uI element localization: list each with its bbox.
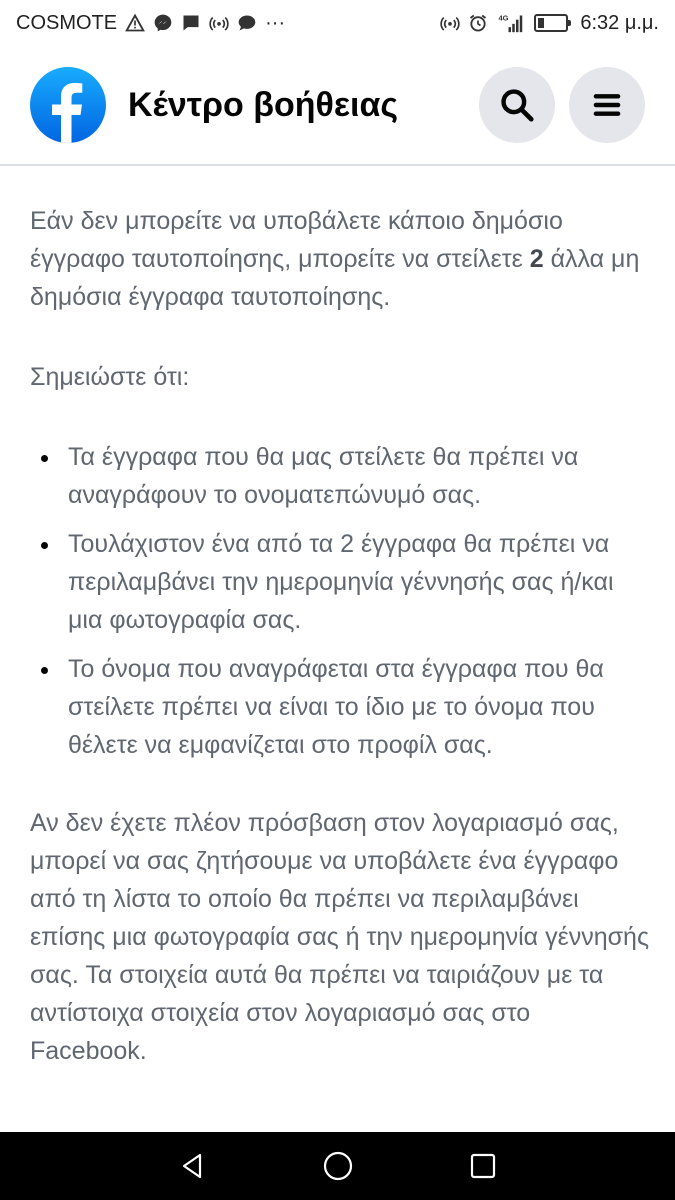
recents-square-icon	[468, 1151, 498, 1181]
menu-button[interactable]	[569, 67, 645, 143]
help-center-header	[0, 46, 675, 166]
clock: 6:32 μ.μ.	[580, 11, 659, 34]
network-type: 4G	[498, 13, 509, 23]
list-item: Το όνομα που αναγράφεται στα έγγραφα που θα στείλετε πρέπει να είναι το ίδιο με το όνομα που θέλετε να εμφανίζεται στο προφίλ σας.	[68, 650, 650, 764]
list-item: Τουλάχιστον ένα από τα 2 έγγραφα θα πρέπει να περιλαμβάνει την ημερομηνία γέννησής σας ή/και μια φωτογραφία σας.	[68, 525, 650, 639]
notes-list	[30, 438, 650, 764]
back-triangle-icon	[178, 1151, 208, 1181]
status-left	[16, 12, 285, 35]
battery-level	[538, 18, 543, 28]
page-title: Κέντρο βοήθειας	[128, 85, 399, 124]
messenger-icon	[153, 13, 173, 33]
home-circle-icon	[322, 1150, 354, 1182]
facebook-logo[interactable]	[30, 67, 106, 143]
battery-icon	[534, 14, 568, 32]
navigation-bar	[0, 1132, 675, 1200]
hotspot-icon	[440, 13, 460, 33]
chat-icon	[181, 13, 201, 33]
alarm-icon	[468, 13, 488, 33]
back-button[interactable]	[173, 1146, 213, 1186]
note-heading: Σημειώστε ότι:	[30, 363, 190, 391]
list-item: Τα έγγραφα που θα μας στείλετε θα πρέπει να αναγράφουν το ονοματεπώνυμό σας.	[68, 438, 650, 514]
carrier-name: COSMOTE	[16, 11, 118, 34]
search-button[interactable]	[479, 67, 555, 143]
status-right	[440, 12, 659, 35]
home-button[interactable]	[318, 1146, 358, 1186]
warning-icon	[125, 13, 145, 33]
message-icon	[237, 13, 257, 33]
signal-icon	[496, 13, 526, 33]
hamburger-menu-icon	[588, 86, 626, 124]
intro-paragraph: Εάν δεν μπορείτε να υποβάλετε κάποιο δημόσιο έγγραφο ταυτοποίησης, μπορείτε να στείλετε 2 άλλα μη δημόσια έγγραφα ταυτοποίησης.	[30, 207, 640, 311]
article-content	[30, 168, 650, 1070]
recents-button[interactable]	[463, 1146, 503, 1186]
more-icon: ···	[265, 11, 286, 34]
search-icon	[498, 86, 536, 124]
status-bar	[0, 0, 675, 46]
account-access-paragraph: Αν δεν έχετε πλέον πρόσβαση στον λογαριασμό σας, μπορεί να σας ζητήσουμε να υποβάλετε ένα έγγραφο από τη λίστα το οποίο θα πρέπει να περιλαμβάνει επίσης μια φωτογραφία σας ή την ημερομηνία γέννησής σας. Τα στοιχεία αυτά θα πρέπει να ταιριάζουν με τα αντίστοιχα στοιχεία στον λογαριασμό σας στο Facebook.	[30, 809, 649, 1065]
hotspot-icon	[209, 13, 229, 33]
document-count: 2	[529, 245, 544, 273]
